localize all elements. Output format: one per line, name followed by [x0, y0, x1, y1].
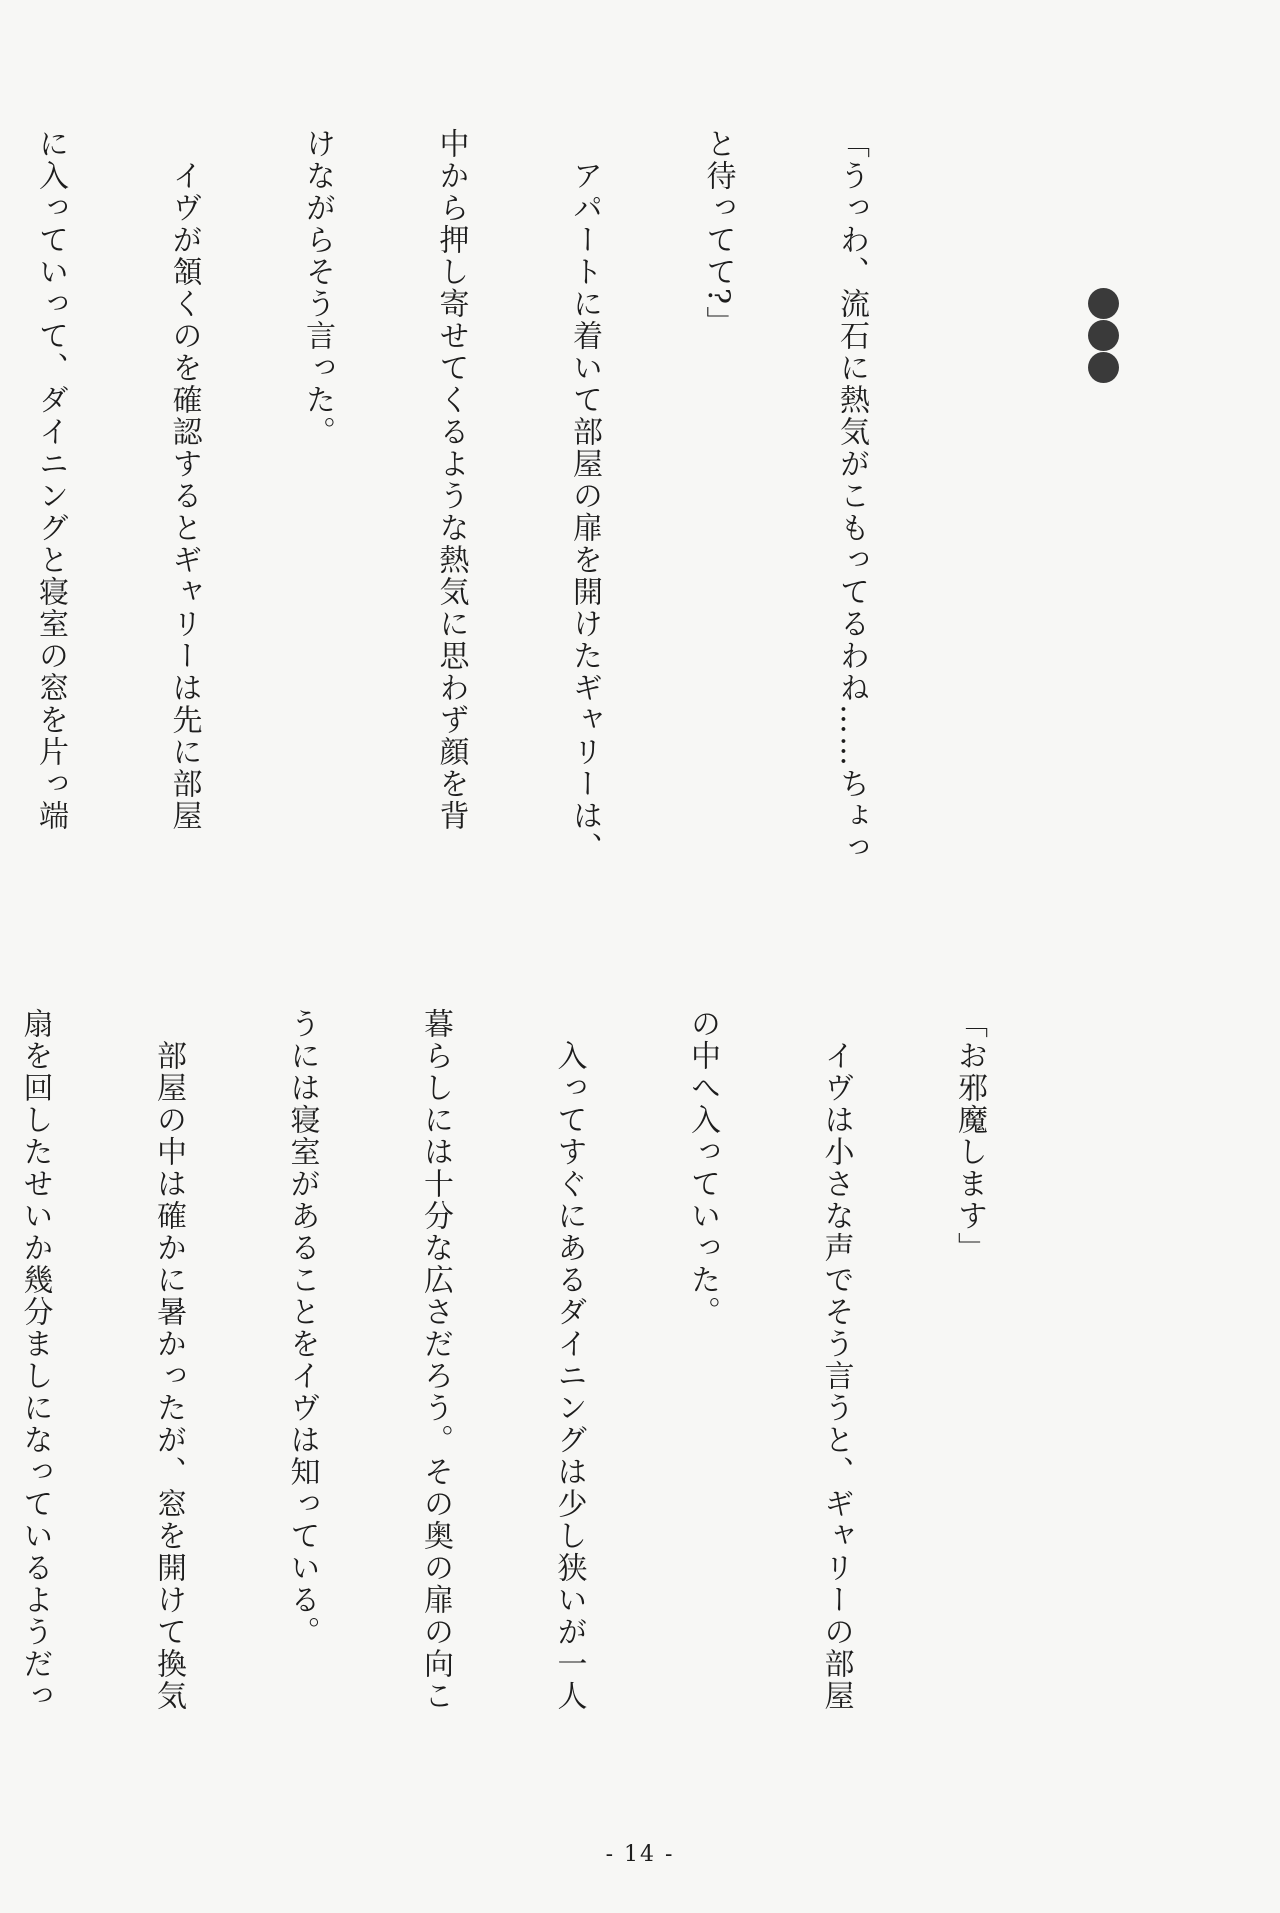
text-line: うには寝室があることをイヴは知っている。	[284, 1008, 320, 1648]
text-line: 部屋の中は確かに暑かったが、窓を開けて換気	[151, 1008, 186, 1712]
page-number: - 14 -	[605, 1842, 675, 1867]
text-line: 扇を回したせいか幾分ましになっているようだっ	[17, 1008, 53, 1712]
dot-icon	[1088, 320, 1119, 351]
text-line: に入っていって、ダイニングと寝室の窓を片っ端	[33, 128, 68, 832]
text-block-top	[0, 128, 962, 888]
text-line: 「お邪魔します」	[952, 1008, 987, 1264]
text-line: と待ってて?」	[700, 128, 736, 339]
text-line: イヴは小さな声でそう言うと、ギャリーの部屋	[818, 1008, 854, 1712]
text-line: の中へ入っていった。	[685, 1008, 720, 1328]
text-line: 入ってすぐにあるダイニングは少し狭いが一人	[551, 1008, 587, 1712]
dot-icon	[1088, 352, 1119, 383]
text-line: アパートに着いて部屋の扉を開けたギャリーは、	[567, 128, 602, 864]
text-line: けながらそう言った。	[300, 128, 335, 448]
text-line: 中から押し寄せてくるような熱気に思わず顔を背	[433, 128, 469, 832]
text-block-bottom	[0, 1008, 1080, 1768]
text-line: 暮らしには十分な広さだろう。その奥の扉の向こ	[418, 1008, 453, 1712]
text-line: イヴが頷くのを確認するとギャリーは先に部屋	[166, 128, 202, 832]
dot-icon	[1088, 288, 1119, 319]
text-line: 「うっわ、流石に熱気がこもってるわね……ちょっ	[834, 128, 869, 864]
scene-break-dots	[1088, 288, 1120, 384]
